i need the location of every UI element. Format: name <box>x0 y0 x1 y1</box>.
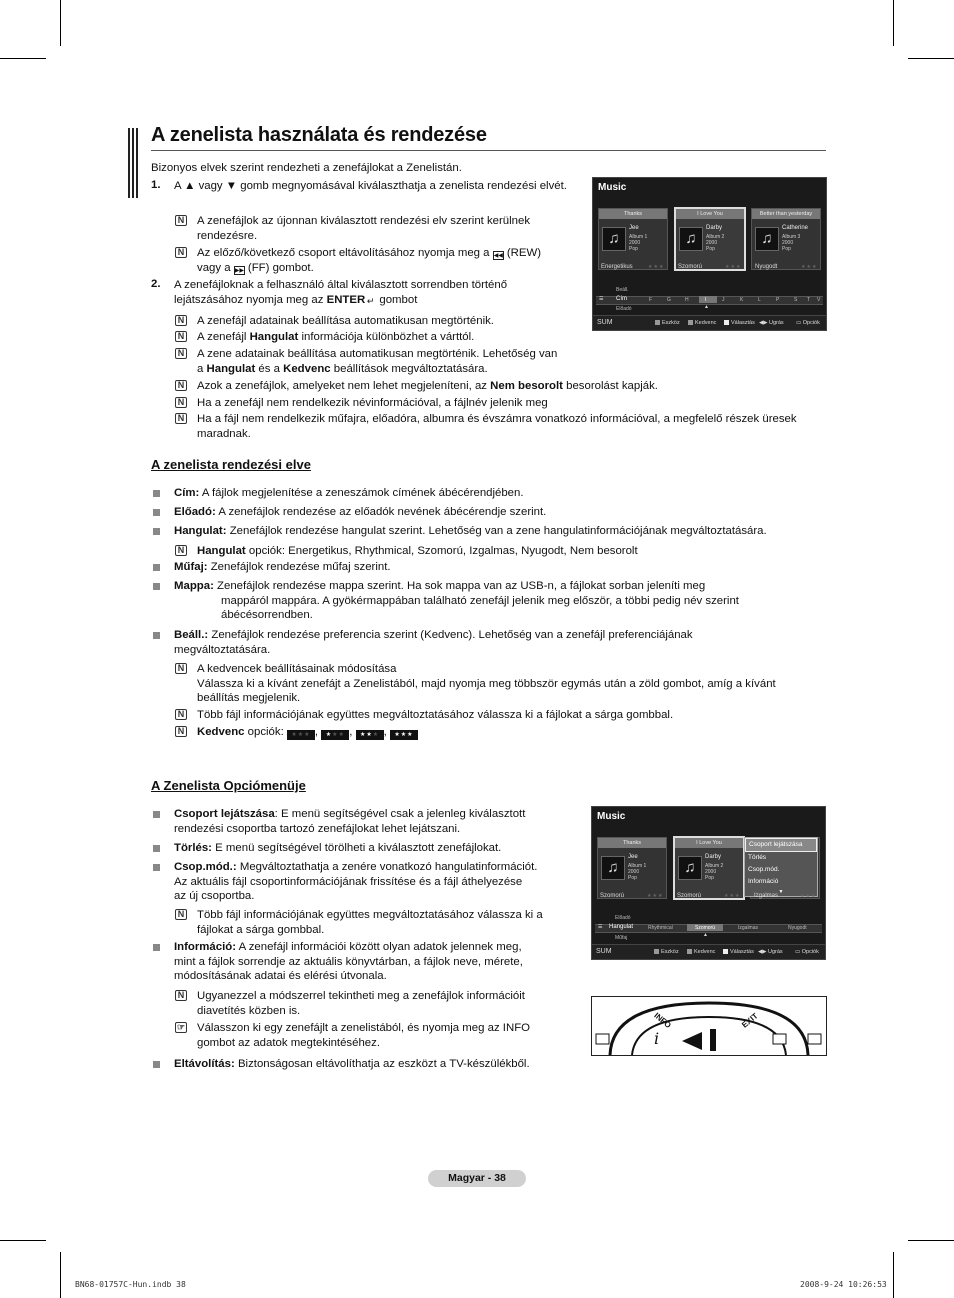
note-text: opciók: <box>247 726 284 738</box>
note-icon: N <box>175 247 187 258</box>
note-text: Válasszon ki egy zenefájlt a zenelistából, és nyomja meg az INFO <box>197 1022 531 1034</box>
hand-note-icon: ☞ <box>176 1022 186 1032</box>
info-button-label: INFO <box>652 1010 673 1031</box>
red-button-icon <box>655 320 660 325</box>
note-text: beállítás megjelenik. <box>197 692 301 705</box>
tools-icon: ▭ <box>795 949 802 955</box>
item-text: A zenefájlok rendezése az előadók nevének ábécérendje szerint. <box>218 506 547 518</box>
note-bold: Kedvenc <box>197 726 245 738</box>
crop-mark <box>0 1240 46 1241</box>
step1-note-2 <box>197 246 577 275</box>
star-rating: ★★★ <box>800 893 817 899</box>
item-text: módosításának adatai és elérési útvonala. <box>174 970 387 983</box>
menu-item-delete[interactable]: Törlés <box>748 854 767 861</box>
enter-label: ENTER <box>326 293 366 306</box>
option-change-group <box>174 860 574 904</box>
genre: Pop <box>629 246 638 252</box>
footer-label: Ugrás <box>768 949 783 955</box>
menu-down-icon: ▼ <box>778 889 784 895</box>
exit-button-label: EXIT <box>740 1011 760 1030</box>
star-rating: ★★★ <box>724 893 741 899</box>
step2-note-2 <box>197 330 474 345</box>
tools-icon: ▭ <box>796 320 803 326</box>
item-text: Zenefájlok rendezése műfaj szerint. <box>210 561 391 573</box>
footer-options[interactable] <box>795 949 819 955</box>
bullet <box>153 528 160 535</box>
ff-icon: ▶▶ <box>234 267 244 274</box>
green-button-icon <box>687 949 692 954</box>
list-icon: ☰ <box>598 924 603 930</box>
star-rating: ★★★ <box>648 264 665 270</box>
bullet <box>153 1061 160 1068</box>
mood-option[interactable]: Szomorú <box>695 925 716 931</box>
music-card-selected[interactable] <box>674 207 746 271</box>
item-text: megváltoztatására. <box>174 643 271 656</box>
letter-H[interactable]: H <box>685 297 689 303</box>
footer-favorite[interactable] <box>687 949 715 955</box>
crop-mark <box>893 0 894 46</box>
sort-option-above: Beáll. <box>616 287 629 293</box>
sort-option-current: Hangulat <box>609 924 634 930</box>
step2-text-a: A zenefájloknak a felhasználó által kiválasztott sorrendben történő <box>174 279 508 291</box>
note-text: Válassza ki a kívánt zenefájt a Zenelistából, majd nyomja meg többször egymás után a zöld gombot, amíg a kívánt <box>197 677 776 690</box>
sort-option-current: Cím <box>616 296 627 302</box>
note-text: a <box>197 362 204 375</box>
step2-text-c: gombot <box>379 293 418 306</box>
card-title: Better than yesterday <box>752 209 820 219</box>
note-text: diavetítés közben is. <box>197 1004 301 1017</box>
footer-label: Választás <box>730 949 754 955</box>
yellow-button-icon <box>724 320 729 325</box>
mood-option[interactable]: Izgalmas <box>738 925 759 931</box>
sort-item-title <box>174 486 524 501</box>
bullet <box>153 944 160 951</box>
note-bold: Hangulat <box>206 362 256 375</box>
yellow-button-icon <box>723 949 728 954</box>
note-bold: Nem besorolt <box>490 380 563 392</box>
bullet <box>153 845 160 852</box>
sort-item-artist <box>174 505 546 520</box>
menu-item-info[interactable]: Információ <box>748 878 779 885</box>
note-text: fájlokat a sárga gombbal. <box>197 923 325 936</box>
screen-header: Music <box>598 182 627 193</box>
menu-item-change-group[interactable]: Csop.mód. <box>748 866 780 873</box>
sort-option-below: Műfaj <box>615 935 628 941</box>
crop-mark <box>60 0 61 46</box>
note-text: : Energetikus, Rhythmical, Szomorú, Izgalmas, Nyugodt, Nem besorolt <box>281 545 638 557</box>
album: Album 3 <box>782 234 801 240</box>
music-note-icon: ♫ <box>678 856 702 880</box>
bullet <box>153 583 160 590</box>
multi-select-note: Több fájl információjának együttes megváltoztatásához válassza ki a fájlokat a sárga gombbal. <box>197 709 674 721</box>
footer-label: Opciók <box>801 949 819 955</box>
note-icon: N <box>175 380 187 391</box>
favorite-note <box>197 662 827 706</box>
note-icon: N <box>175 726 187 737</box>
item-text: mint a fájlok sorrendje az aktuális könyvtárban, a fájlok neve, mérete, <box>174 955 523 968</box>
star-rating: ★★★ <box>801 264 818 270</box>
crop-mark <box>60 1252 61 1298</box>
item-text: Zenefájlok rendezése mappa szerint. Ha sok mappa van az USB-n, a fájlokat sorban jeleníti meg <box>217 580 706 592</box>
step1-text: A ▲ vagy ▼ gomb megnyomásával kiválaszthatja a zenelista rendezési elvét. <box>174 180 567 192</box>
note-bold: Hangulat <box>197 545 246 557</box>
card-title: I Love You <box>676 209 744 219</box>
item-label: Mappa: <box>174 580 214 592</box>
note-text: beállítások megváltoztatására. <box>333 362 488 375</box>
item-label: Műfaj: <box>174 561 208 573</box>
caret-up-icon: ▲ <box>703 932 708 938</box>
item-text: Biztonságosan eltávolíthatja az eszközt a TV-készülékből. <box>237 1058 530 1070</box>
item-text: ábécésorrendben. <box>221 609 313 622</box>
print-info-left: BN68-01757C-Hun.indb 38 <box>75 1280 186 1289</box>
item-label: Törlés: <box>174 842 212 854</box>
item-text: Az aktuális fájl csoportinformációjának frissítése és a fájl áthelyezése <box>174 875 523 888</box>
note-text: A zenefájl <box>197 331 247 343</box>
favorite-3-icon: ★★★ <box>390 730 418 740</box>
section-heading: A zenelista rendezési elve <box>151 457 311 472</box>
note-icon: N <box>175 315 187 326</box>
mood-option[interactable]: Rhythmical <box>648 925 673 931</box>
footer-jump[interactable] <box>758 949 783 955</box>
note-text: maradnak. <box>197 427 251 440</box>
step2-text <box>174 278 594 307</box>
footer-label: Eszköz <box>662 320 680 326</box>
music-screen-sort <box>592 177 827 331</box>
jump-icon: ◀▶ <box>758 949 768 955</box>
bullet <box>153 811 160 818</box>
note-text: és a <box>258 362 280 375</box>
letter-K[interactable]: K <box>740 297 744 303</box>
list-icon: ☰ <box>599 296 604 302</box>
rew-icon: ◀◀ <box>493 253 503 259</box>
note-text: Az előző/következő csoport eltávolításához nyomja meg a <box>197 247 490 259</box>
step-number: 1. <box>151 179 161 191</box>
letter-L[interactable]: L <box>758 297 761 303</box>
note-text: besorolást kapják. <box>566 380 658 392</box>
footer-label: Eszköz <box>661 949 679 955</box>
option-remove <box>174 1057 530 1072</box>
mood-options-note <box>197 544 638 559</box>
jump-icon: ◀▶ <box>759 320 769 326</box>
note-icon: N <box>175 413 187 424</box>
enter-icon: ↵ <box>366 295 375 306</box>
step2-note-5: Ha a zenefájl nem rendelkezik névinformációval, a fájlnév jelenik meg <box>197 397 548 409</box>
item-text: az új csoportba. <box>174 890 255 903</box>
album: Album 1 <box>629 234 648 240</box>
genre: Pop <box>782 246 791 252</box>
step2-note-4 <box>197 379 658 394</box>
note-icon: N <box>175 545 187 556</box>
option-info <box>174 940 574 984</box>
note-icon: N <box>175 215 187 226</box>
option-group-play <box>174 807 574 836</box>
bullet <box>153 632 160 639</box>
note-icon: N <box>175 909 187 920</box>
year: 2000 <box>705 869 717 875</box>
note-icon: N <box>175 348 187 359</box>
red-button-icon <box>654 949 659 954</box>
sort-option-below: Előadó <box>616 306 632 312</box>
note-icon: N <box>175 709 187 720</box>
favorite-options-note: Kedvenc opciók: ★★★ , ★★★ , ★★★ , ★★★ <box>197 725 418 740</box>
card-info <box>705 854 723 881</box>
note-text: gombot az adatok megtekintéséhez. <box>197 1036 380 1049</box>
step1-note-1: A zenefájlok az újonnan kiválasztott rendezési elv szerint kerülnek rendezésre. <box>197 215 531 242</box>
green-button-icon <box>688 320 693 325</box>
artist-name: Jee <box>628 854 638 860</box>
options-menu <box>744 837 818 897</box>
note-icon: N <box>175 331 187 342</box>
music-card-selected[interactable] <box>673 836 745 900</box>
step2-text-b: lejátszásához nyomja meg az <box>174 293 324 306</box>
year: 2000 <box>629 240 641 246</box>
star-rating: ★★★ <box>725 264 742 270</box>
footer-options[interactable] <box>796 320 820 326</box>
album: Album 2 <box>705 863 724 869</box>
title-rule <box>151 150 826 151</box>
footer-select[interactable] <box>723 949 754 955</box>
note-bold: Kedvenc <box>283 362 331 375</box>
item-label: Csop.mód.: <box>174 861 237 873</box>
card-title: Thanks <box>598 838 666 848</box>
footer-device[interactable] <box>654 949 679 955</box>
genre: Pop <box>706 246 715 252</box>
slideshow-note <box>197 989 567 1018</box>
footer-jump[interactable] <box>759 320 784 326</box>
note-text: Azok a zenefájlok, amelyeket nem lehet megjeleníteni, az <box>197 380 487 392</box>
mood-option[interactable]: Nyugodt <box>788 925 807 931</box>
note-bold: Hangulat <box>249 331 299 343</box>
bullet <box>153 564 160 571</box>
intro-text: Bizonyos elvek szerint rendezheti a zenefájlokat a Zenelistán. <box>151 162 462 174</box>
card-info <box>706 225 724 252</box>
mood-label: Izgalmas <box>754 893 779 899</box>
option-delete <box>174 841 501 856</box>
bullet <box>153 509 160 516</box>
card-title: Thanks <box>599 209 667 219</box>
item-text: A zenefájl információi között olyan adatok jelennek meg, <box>238 941 522 953</box>
crop-mark <box>908 1240 954 1241</box>
footer-label: Kedvenc <box>694 949 716 955</box>
album: Album 2 <box>706 234 725 240</box>
footer-label: Ugrás <box>769 320 784 326</box>
letter-J[interactable]: J <box>722 297 725 303</box>
note-text: vagy a <box>197 261 231 274</box>
remote-buttons-drawing <box>592 997 826 1055</box>
favorite-0-icon: ★★★ <box>287 730 315 740</box>
note-text: (REW) <box>506 247 542 259</box>
letter-S[interactable]: S <box>794 297 798 303</box>
crop-mark <box>0 58 46 59</box>
favorite-1-icon: ★★★ <box>321 730 349 740</box>
item-label: Csoport lejátszása <box>174 808 275 820</box>
music-card[interactable] <box>597 837 667 899</box>
sum-label: SUM <box>597 319 613 326</box>
favorite-2-icon: ★★★ <box>356 730 384 740</box>
year: 2000 <box>706 240 718 246</box>
note-text: (FF) gombot. <box>247 261 314 274</box>
info-icon: i <box>654 1029 660 1048</box>
sort-item-genre <box>174 560 391 575</box>
artist-name: Jee <box>629 225 639 231</box>
letter-I[interactable]: I <box>705 297 707 303</box>
sum-label: SUM <box>596 948 612 955</box>
note-text: Több fájl információjának együttes megváltoztatásához válassza ki a <box>197 909 543 921</box>
note-icon: N <box>175 663 187 674</box>
item-text: Zenefájlok rendezése hangulat szerint. Lehetőség van a zene hangulatinformációjának megváltoztatására. <box>229 525 767 537</box>
card-info <box>782 225 808 252</box>
bullet <box>153 490 160 497</box>
page-number: Magyar - 38 <box>428 1170 526 1187</box>
letter-P[interactable]: P <box>776 297 780 303</box>
mood-label: Szomorú <box>678 264 703 270</box>
footer-select[interactable] <box>724 320 755 326</box>
section-heading: A Zenelista Opciómenüje <box>151 778 306 793</box>
artist-name: Catherine <box>782 225 809 231</box>
music-card[interactable] <box>751 208 821 270</box>
info-button-note <box>197 1021 567 1050</box>
note-icon: N <box>175 397 187 408</box>
title-decoration <box>128 128 138 198</box>
crop-mark <box>893 1252 894 1298</box>
genre: Pop <box>705 875 714 881</box>
menu-item-group-play[interactable]: Csoport lejátszása <box>745 838 817 852</box>
note-text: információja különbözhet a várttól. <box>301 331 475 343</box>
item-label: Előadó: <box>174 506 216 518</box>
item-label: Információ: <box>174 941 237 953</box>
artist-name: Darby <box>706 225 723 231</box>
music-note-icon: ♫ <box>755 227 779 251</box>
remote-illustration <box>591 996 827 1056</box>
screen-footer <box>593 315 826 330</box>
step2-note-1: A zenefájl adatainak beállítása automatikusan megtörténik. <box>197 315 494 327</box>
item-text: Zenefájlok rendezése preferencia szerint (Kedvenc). Lehetőség van a zenefájl preferenciájának <box>211 629 693 641</box>
print-info-right: 2008-9-24 10:26:53 <box>800 1280 887 1289</box>
letter-V[interactable]: V <box>817 297 821 303</box>
sort-item-mood <box>174 524 767 539</box>
mood-label: Nyugodt <box>755 264 778 270</box>
note-icon: N <box>175 990 187 1001</box>
note-text: Ugyanezzel a módszerrel tekintheti meg a zenefájlok információit <box>197 990 525 1002</box>
letter-G[interactable]: G <box>667 297 671 303</box>
music-note-icon: ♫ <box>679 227 703 251</box>
screen-header: Music <box>597 811 626 822</box>
card-title: I Love You <box>675 838 743 848</box>
screen-footer <box>592 944 825 959</box>
crop-mark <box>908 58 954 59</box>
item-text: : E menü segítségével csak a jelenleg kiválasztott <box>274 808 526 820</box>
mood-label: Szomorú <box>677 893 702 899</box>
music-note-icon: ♫ <box>601 856 625 880</box>
music-note-icon: ♫ <box>602 227 626 251</box>
note-text: A zene adatainak beállítása automatikusan megtörténik. Lehetőség van <box>197 348 558 360</box>
footer-label: Opciók <box>802 320 820 326</box>
item-label: Eltávolítás: <box>174 1058 235 1070</box>
album: Album 1 <box>628 863 647 869</box>
year: 2000 <box>628 869 640 875</box>
letter-highlight <box>699 296 717 303</box>
item-label: Cím: <box>174 487 200 499</box>
sort-item-preference <box>174 628 794 657</box>
step2-note-3 <box>197 347 597 376</box>
item-text: rendezési csoportba tartozó zenefájlokat lehet lejátszani. <box>174 822 461 835</box>
note-text: opciók <box>248 545 282 557</box>
footer-label: Kedvenc <box>695 320 717 326</box>
item-text: E menü segítségével törölheti a kiválasztott zenefájlokat. <box>215 842 502 854</box>
item-text: Megváltoztathatja a zenére vonatkozó hangulatinformációt. <box>239 861 538 873</box>
footer-favorite[interactable] <box>688 320 716 326</box>
footer-device[interactable] <box>655 320 680 326</box>
caret-up-icon: ▲ <box>704 304 709 310</box>
footer-label: Választás <box>731 320 755 326</box>
sort-option-above: Előadó <box>615 915 631 921</box>
year: 2000 <box>782 240 794 246</box>
mood-label: Szomorú <box>600 893 625 899</box>
letter-T[interactable]: T <box>807 297 811 303</box>
music-screen-options <box>591 806 826 960</box>
card-info <box>629 225 647 252</box>
bullet <box>153 864 160 871</box>
step-number: 2. <box>151 278 161 290</box>
letter-F[interactable]: F <box>649 297 653 303</box>
multi-change-note <box>197 908 567 937</box>
item-label: Hangulat: <box>174 525 227 537</box>
mood-label: Energetikus <box>601 264 633 270</box>
sort-item-folder <box>174 579 794 623</box>
music-card[interactable] <box>598 208 668 270</box>
step2-note-6 <box>197 412 827 441</box>
note-text: Ha a fájl nem rendelkezik műfajra, előadóra, albumra és évszámra vonatkozó információval, a megfelelő részek üresek <box>197 413 797 425</box>
card-info <box>628 854 646 881</box>
genre: Pop <box>628 875 637 881</box>
item-text: mappáról mappára. A gyökérmappában található zenefájl jelenik meg először, a többi pedig név szerint <box>221 594 739 607</box>
item-label: Beáll.: <box>174 629 209 641</box>
note-text: A kedvencek beállításainak módosítása <box>197 663 397 675</box>
star-rating: ★★★ <box>647 893 664 899</box>
artist-name: Darby <box>705 854 722 860</box>
page-title: A zenelista használata és rendezése <box>151 124 487 146</box>
item-text: A fájlok megjelenítése a zeneszámok címének ábécérendjében. <box>201 487 524 499</box>
